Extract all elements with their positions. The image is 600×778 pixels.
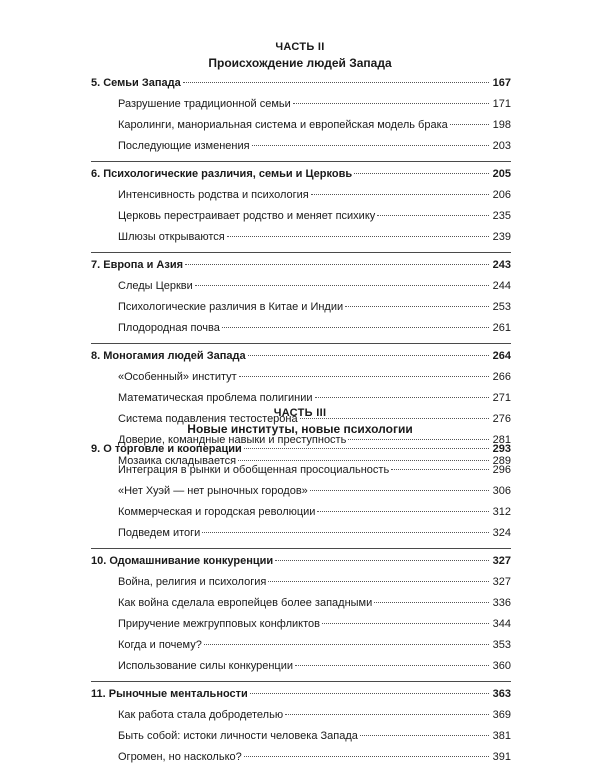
chapter-page-number: 243 xyxy=(492,259,511,271)
chapter-row[interactable] xyxy=(91,168,511,189)
section-title: Плодородная почва xyxy=(118,322,220,334)
dot-leader xyxy=(310,490,489,491)
section-title: Подведем итоги xyxy=(118,527,201,539)
section-title: Война, религия и психология xyxy=(118,576,267,588)
part-title: Происхождение людей Запада xyxy=(208,56,392,70)
chapter-row[interactable] xyxy=(91,350,511,371)
dot-leader xyxy=(202,532,489,533)
section-row[interactable] xyxy=(91,322,511,343)
dot-leader xyxy=(348,439,489,440)
section-row[interactable] xyxy=(91,464,511,485)
section-title: Как война сделала европейцев более западными xyxy=(118,597,373,609)
toc-list xyxy=(91,443,511,778)
section-title: Огромен, но насколько? xyxy=(118,751,242,763)
part-title: Новые институты, новые психологии xyxy=(187,422,413,436)
section-page-number: 360 xyxy=(492,660,511,672)
section-row[interactable] xyxy=(91,98,511,119)
dot-leader xyxy=(450,124,489,125)
dot-leader xyxy=(360,735,489,736)
dot-leader xyxy=(250,693,489,694)
chapter-row[interactable] xyxy=(91,443,511,464)
dot-leader xyxy=(285,714,489,715)
section-row[interactable] xyxy=(91,280,511,301)
toc-chapter xyxy=(91,443,511,549)
section-page-number: 261 xyxy=(492,322,511,334)
toc-chapter xyxy=(91,555,511,682)
chapter-page-number: 205 xyxy=(492,168,511,180)
section-title: Психологические различия в Китае и Индии xyxy=(118,301,344,313)
section-title: Разрушение традиционной семьи xyxy=(118,98,291,110)
section-page-number: 312 xyxy=(492,506,511,518)
dot-leader xyxy=(374,602,489,603)
section-title: Система подавления тестостерона xyxy=(118,413,298,425)
section-row[interactable] xyxy=(91,506,511,527)
dot-leader xyxy=(311,194,489,195)
dot-leader xyxy=(222,327,489,328)
dot-leader xyxy=(248,355,489,356)
section-row[interactable] xyxy=(91,751,511,772)
section-page-number: 203 xyxy=(492,140,511,152)
section-title: Каролинги, манориальная система и европейская модель брака xyxy=(118,119,448,131)
section-page-number: 381 xyxy=(492,730,511,742)
section-title: Как работа стала добродетелью xyxy=(118,709,284,721)
dot-leader xyxy=(275,560,489,561)
chapter-page-number: 293 xyxy=(492,443,511,455)
section-title: Доверие, командные навыки и преступность xyxy=(118,434,347,446)
dot-leader xyxy=(239,376,489,377)
dot-leader xyxy=(268,581,489,582)
section-page-number: 353 xyxy=(492,639,511,651)
dot-leader xyxy=(244,756,489,757)
dot-leader xyxy=(195,285,489,286)
chapter-title: 8. Моногамия людей Запада xyxy=(91,350,246,362)
section-row[interactable] xyxy=(91,210,511,231)
section-title: Церковь перестраивает родство и меняет психику xyxy=(118,210,376,222)
section-title: Коммерческая и городская революции xyxy=(118,506,316,518)
section-title: Использование силы конкуренции xyxy=(118,660,294,672)
chapter-page-number: 327 xyxy=(492,555,511,567)
section-title: Мозаика складывается xyxy=(118,455,237,467)
section-title: Интеграция в рынки и обобщенная просоциальность xyxy=(118,464,390,476)
chapter-title: 11. Рыночные ментальности xyxy=(91,688,248,700)
section-row[interactable] xyxy=(91,730,511,751)
section-row[interactable] xyxy=(91,231,511,252)
section-page-number: 391 xyxy=(492,751,511,763)
toc-chapter xyxy=(91,168,511,253)
chapter-page-number: 167 xyxy=(492,77,511,89)
section-row[interactable] xyxy=(91,527,511,548)
section-page-number: 281 xyxy=(492,434,511,446)
dot-leader xyxy=(317,511,489,512)
section-page-number: 324 xyxy=(492,527,511,539)
section-row[interactable] xyxy=(91,618,511,639)
chapter-row[interactable] xyxy=(91,77,511,98)
chapter-title: 5. Семьи Запада xyxy=(91,77,181,89)
chapter-row[interactable] xyxy=(91,555,511,576)
section-page-number: 271 xyxy=(492,392,511,404)
section-page-number: 276 xyxy=(492,413,511,425)
section-title: Шлюзы открываются xyxy=(118,231,225,243)
part-label: ЧАСТЬ III xyxy=(273,407,327,419)
section-page-number: 235 xyxy=(492,210,511,222)
chapter-page-number: 363 xyxy=(492,688,511,700)
dot-leader xyxy=(183,82,489,83)
section-row[interactable] xyxy=(91,301,511,322)
section-title: «Особенный» институт xyxy=(118,371,237,383)
section-title: Когда и почему? xyxy=(118,639,202,651)
section-title: Следы Церкви xyxy=(118,280,193,292)
part-label: ЧАСТЬ II xyxy=(275,41,325,53)
section-title: Приручение межгрупповых конфликтов xyxy=(118,618,320,630)
part-heading xyxy=(0,39,600,71)
dot-leader xyxy=(244,448,489,449)
section-page-number: 266 xyxy=(492,371,511,383)
dot-leader xyxy=(252,145,489,146)
section-row[interactable] xyxy=(91,660,511,681)
dot-leader xyxy=(377,215,489,216)
dot-leader xyxy=(391,469,489,470)
section-page-number: 306 xyxy=(492,485,511,497)
section-page-number: 289 xyxy=(492,455,511,467)
section-title: Быть собой: истоки личности человека Запада xyxy=(118,730,358,742)
section-row[interactable] xyxy=(91,189,511,210)
section-page-number: 244 xyxy=(492,280,511,292)
chapter-title: 10. Одомашнивание конкуренции xyxy=(91,555,274,567)
chapter-row[interactable] xyxy=(91,259,511,280)
section-row[interactable] xyxy=(91,597,511,618)
chapter-title: 6. Психологические различия, семьи и Церковь xyxy=(91,168,353,180)
section-row[interactable] xyxy=(91,371,511,392)
section-title: Интенсивность родства и психология xyxy=(118,189,309,201)
dot-leader xyxy=(204,644,489,645)
section-row[interactable] xyxy=(91,140,511,161)
section-title: Последующие изменения xyxy=(118,140,250,152)
section-row[interactable] xyxy=(91,485,511,506)
dot-leader xyxy=(227,236,489,237)
dot-leader xyxy=(345,306,489,307)
section-page-number: 253 xyxy=(492,301,511,313)
section-title: Математическая проблема полигинии xyxy=(118,392,313,404)
dot-leader xyxy=(322,623,489,624)
chapter-row[interactable] xyxy=(91,688,511,709)
toc-chapter xyxy=(91,259,511,344)
toc-chapter xyxy=(91,77,511,162)
section-page-number: 239 xyxy=(492,231,511,243)
section-page-number: 198 xyxy=(492,119,511,131)
section-row[interactable] xyxy=(91,119,511,140)
part-heading xyxy=(0,405,600,437)
dot-leader xyxy=(185,264,489,265)
chapter-title: 7. Европа и Азия xyxy=(91,259,183,271)
chapter-title: 9. О торговле и кооперации xyxy=(91,443,242,455)
section-title: «Нет Хуэй — нет рыночных городов» xyxy=(118,485,308,497)
section-page-number: 369 xyxy=(492,709,511,721)
section-row[interactable] xyxy=(91,709,511,730)
toc-chapter xyxy=(91,688,511,772)
section-page-number: 344 xyxy=(492,618,511,630)
section-page-number: 296 xyxy=(492,464,511,476)
section-page-number: 171 xyxy=(492,98,511,110)
section-page-number: 206 xyxy=(492,189,511,201)
dot-leader xyxy=(315,397,489,398)
section-page-number: 327 xyxy=(492,576,511,588)
dot-leader xyxy=(295,665,489,666)
dot-leader xyxy=(354,173,489,174)
section-row[interactable] xyxy=(91,639,511,660)
section-row[interactable] xyxy=(91,576,511,597)
dot-leader xyxy=(293,103,489,104)
section-page-number: 336 xyxy=(492,597,511,609)
chapter-page-number: 264 xyxy=(492,350,511,362)
